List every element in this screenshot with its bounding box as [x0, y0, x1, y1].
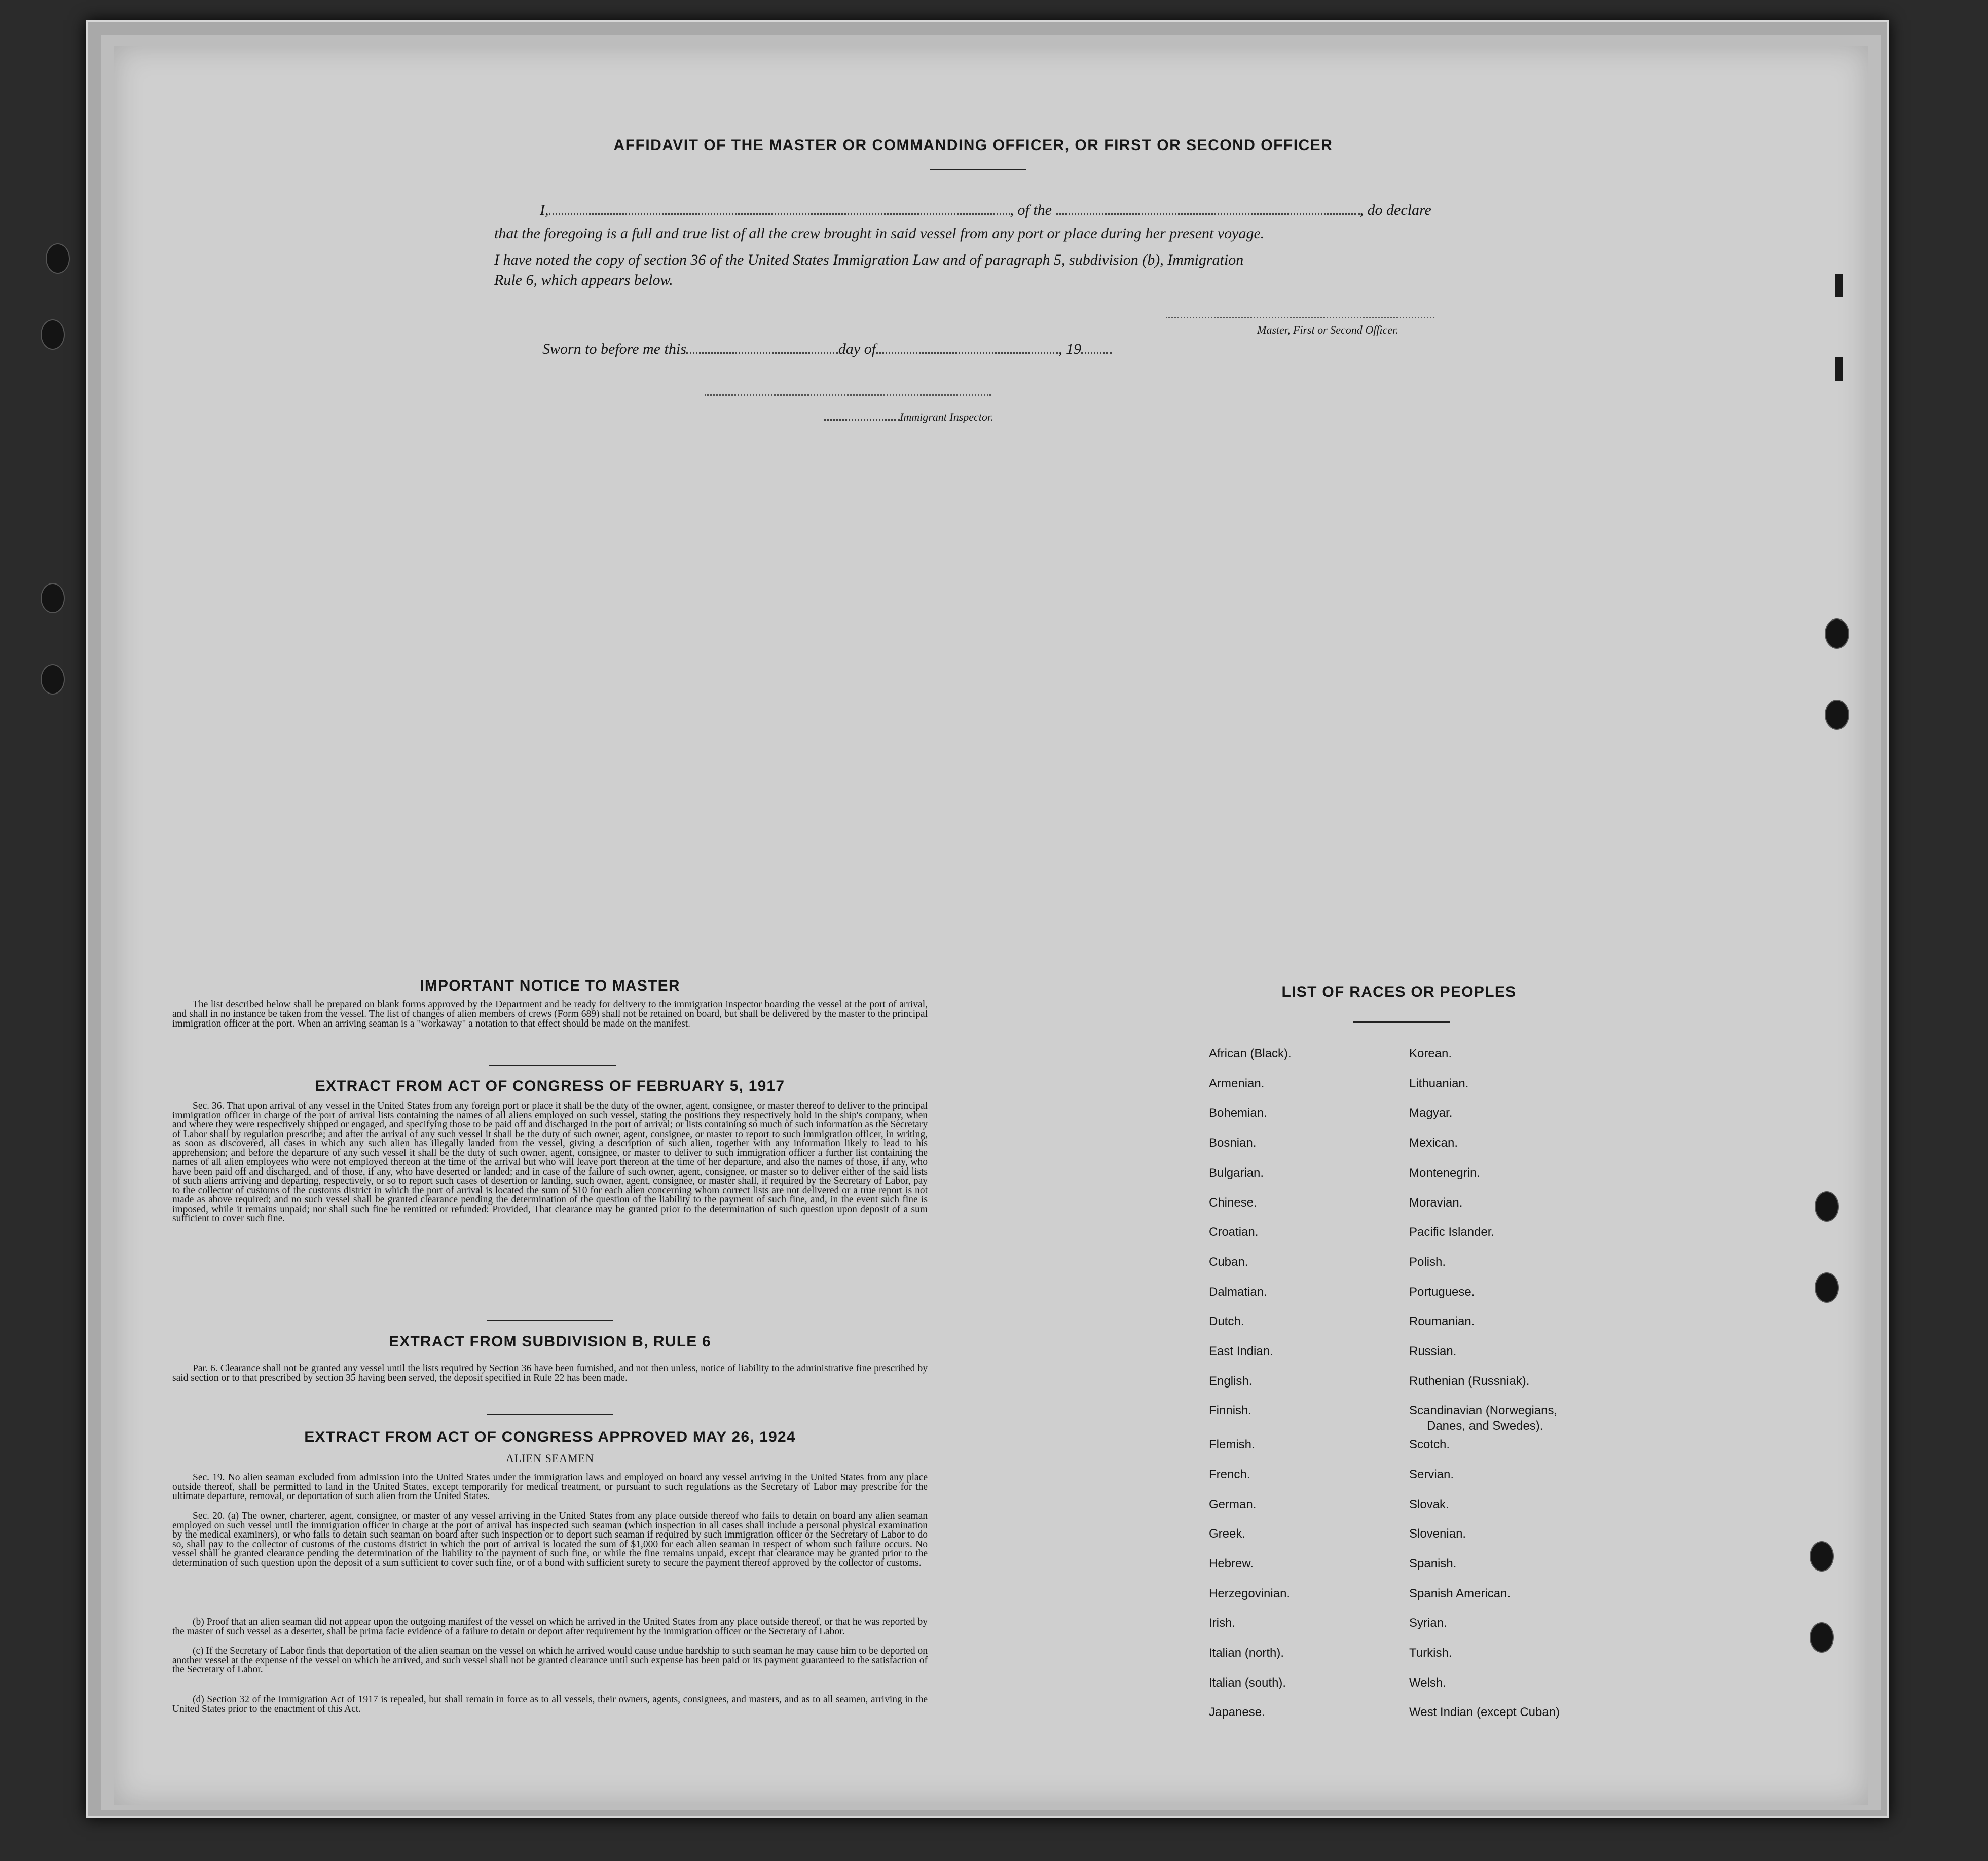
- race-item: Scandinavian (Norwegians,: [1409, 1404, 1558, 1418]
- affidavit-line1: [540, 202, 1431, 219]
- race-item: French.: [1209, 1467, 1250, 1481]
- punch-hole: [41, 319, 65, 350]
- year-text: , 19: [1058, 341, 1082, 357]
- race-item: Finnish.: [1209, 1404, 1252, 1418]
- title-divider: [930, 169, 1026, 170]
- race-item: Dalmatian.: [1209, 1285, 1267, 1299]
- race-item: Bulgarian.: [1209, 1165, 1264, 1180]
- notice-title: IMPORTANT NOTICE TO MASTER: [420, 977, 680, 994]
- affidavit-title: AFFIDAVIT OF THE MASTER OR COMMANDING OFFICER, OR FIRST OR SECOND OFFICER: [613, 137, 1333, 154]
- race-item: Italian (north).: [1209, 1646, 1284, 1660]
- extract-1917-title: EXTRACT FROM ACT OF CONGRESS OF FEBRUARY 5, 1917: [315, 1078, 785, 1094]
- race-item: Scotch.: [1409, 1438, 1450, 1452]
- section-divider: [487, 1320, 613, 1321]
- race-item: Danes, and Swedes).: [1427, 1419, 1543, 1433]
- extract-1924-sec20a: Sec. 20. (a) The owner, charterer, agent, consignee, or master of any vessel arriving in the United States from any place outside thereof who fails to detain on board any alien seaman employed on such vessel until the immigration officer in charge at the port of arrival has inspected such seaman (which inspection in all cases shall include a personal physical examination by the medical examiners), or who fails to detain such seaman on board after such inspection or to deport such seaman if required by such immigration officer or the Secretary of Labor to do so, shall pay to the collector of customs of the customs district in which the port of arrival is located the sum of $1,000 for each alien seaman in respect of whom such failure occurs. No vessel shall be granted clearance pending the determination of the liability to the payment of such fine, or while the fine remains unpaid, except that clearance may be granted prior to the determination of such question upon the deposit of a sum sufficient to cover such fine, or of a bond with sufficient surety to secure the payment thereof approved by the collector of customs.: [172, 1511, 928, 1568]
- race-item: Turkish.: [1409, 1646, 1452, 1660]
- race-item: Spanish.: [1409, 1556, 1457, 1571]
- punch-hole: [1815, 1272, 1839, 1303]
- master-signature-line[interactable]: [1166, 317, 1434, 319]
- punch-hole: [41, 583, 65, 613]
- race-item: Mexican.: [1409, 1136, 1458, 1150]
- punch-hole: [1825, 618, 1849, 649]
- rule6-body: Par. 6. Clearance shall not be granted any vessel until the lists required by Section 36 have been furnished, and not then unless, notice of liability to the administrative fine prescribed by said section or to that prescribed by section 35 having been served, the deposit specified in Rule 22 has been made.: [172, 1363, 928, 1383]
- race-item: English.: [1209, 1374, 1253, 1388]
- race-item: West Indian (except Cuban): [1409, 1705, 1560, 1720]
- race-item: Armenian.: [1209, 1076, 1265, 1090]
- race-item: Croatian.: [1209, 1225, 1259, 1239]
- race-item: Chinese.: [1209, 1195, 1257, 1210]
- punch-hole: [1815, 1191, 1839, 1222]
- affidavit-of-the: , of the: [1010, 202, 1052, 218]
- race-item: Bohemian.: [1209, 1106, 1267, 1120]
- section-divider: [489, 1065, 616, 1066]
- race-item: Irish.: [1209, 1616, 1236, 1630]
- extract-1917-body: Sec. 36. That upon arrival of any vessel in the United States from any foreign port or place it shall be the duty of the owner, agent, consignee, or master thereof to deliver to the principal immigration officer in charge of the port of arrival lists containing the names of all aliens employed on such vessel, stating the positions they respectively hold in the ship's company, when and where they were respectively shipped or engaged, and specifying those to be paid off and discharged in the port of arrival; or lists containing so much of such information as the Secretary of Labor shall by regulation prescribe; and after the arrival of any such vessel it shall be the duty of such owner, agent, consignee, or master to report to such immigration officer, in writing, as soon as discovered, all cases in which any such alien has illegally landed from the vessel, giving a description of such alien, together with any information likely to lead to his apprehension; and before the departure of any such vessel it shall be the duty of such owner, agent, consignee, or master to deliver to such immigration officer a further list containing the names of all alien employees who were not employed thereon at the time of the arrival but who will leave port thereon at the time of her departure, and also the names of those, if any, who have been paid off and discharged, and of those, if any, who have deserted or landed; and in case of the failure of such owner, agent, consignee, or master so to deliver either of the said lists of such aliens arriving and departing, respectively, or so to report such cases of desertion or landing, such owner, agent, consignee, or master shall, if required by the Secretary of Labor, pay to the collector of customs of the customs district in which the port of arrival is located the sum of $10 for each alien concerning whom correct lists are not delivered or a true report is not made as above required; and no such vessel shall be granted clearance pending the determination of the question of the liability to the payment of such fine, and, in the event such fine is imposed, while it remains unpaid; nor shall such fine be remitted or refunded: Provided, That clearance may be granted prior to the determination of such question upon deposit of a sum sufficient to cover such fine.: [172, 1101, 928, 1224]
- extract-1924-title: EXTRACT FROM ACT OF CONGRESS APPROVED MAY 26, 1924: [304, 1429, 796, 1445]
- races-title: LIST OF RACES OR PEOPLES: [1281, 983, 1517, 1000]
- extract-1924-subtitle: ALIEN SEAMEN: [506, 1452, 594, 1465]
- race-item: Spanish American.: [1409, 1586, 1511, 1600]
- day-blank[interactable]: [686, 341, 838, 354]
- inspector-label-row: [824, 411, 993, 424]
- inspector-label: Immigrant Inspector.: [900, 411, 993, 423]
- race-item: Hebrew.: [1209, 1556, 1254, 1571]
- affidavit-line2: that the foregoing is a full and true list of all the crew brought in said vessel from any port or place during her present voyage.: [494, 225, 1265, 242]
- binder-tab: [1835, 274, 1843, 297]
- race-item: Pacific Islander.: [1409, 1225, 1495, 1239]
- punch-hole: [1810, 1622, 1834, 1653]
- race-item: Moravian.: [1409, 1195, 1463, 1210]
- section-divider: [487, 1414, 613, 1415]
- extract-1924-sec20c: (c) If the Secretary of Labor finds that deportation of the alien seaman on the vessel on which he arrived would cause undue hardship to such seaman he may cause him to be deported on another vessel at the expense of the vessel on which he arrived, and such vessel shall not be granted clearance until such expense has been paid or its payment guaranteed to the satisfaction of the Secretary of Labor.: [172, 1646, 928, 1675]
- race-item: East Indian.: [1209, 1344, 1273, 1358]
- sworn-line: [542, 341, 1112, 358]
- extract-1924-sec20d: (d) Section 32 of the Immigration Act of 1917 is repealed, but shall remain in force as to all vessels, their owners, agents, consignees, and masters, and as to all seamen, arriving in the United States prior to the enactment of this Act.: [172, 1694, 928, 1714]
- month-blank[interactable]: [876, 341, 1058, 354]
- race-item: Syrian.: [1409, 1616, 1447, 1630]
- race-item: Slovak.: [1409, 1497, 1449, 1511]
- affidavit-line4: Rule 6, which appears below.: [494, 272, 673, 288]
- race-item: Herzegovinian.: [1209, 1586, 1291, 1600]
- race-item: Bosnian.: [1209, 1136, 1257, 1150]
- punch-hole: [41, 664, 65, 695]
- race-item: Flemish.: [1209, 1438, 1255, 1452]
- race-item: Servian.: [1409, 1467, 1454, 1481]
- race-item: Japanese.: [1209, 1705, 1265, 1720]
- race-item: Dutch.: [1209, 1315, 1244, 1329]
- sworn-text: Sworn to before me this: [542, 341, 686, 357]
- affidavit-do-declare: , do declare: [1359, 202, 1431, 218]
- race-item: German.: [1209, 1497, 1257, 1511]
- race-item: Montenegrin.: [1409, 1165, 1481, 1180]
- day-of-text: day of: [838, 341, 876, 357]
- race-item: Italian (south).: [1209, 1675, 1286, 1690]
- inspector-signature-line[interactable]: [705, 394, 991, 397]
- punch-hole: [1825, 700, 1849, 730]
- year-blank[interactable]: [1081, 341, 1112, 354]
- race-item: Magyar.: [1409, 1106, 1453, 1120]
- race-item: Polish.: [1409, 1255, 1446, 1269]
- race-item: Lithuanian.: [1409, 1076, 1469, 1090]
- race-item: Slovenian.: [1409, 1527, 1466, 1541]
- inspector-blank[interactable]: [824, 412, 900, 421]
- race-item: Greek.: [1209, 1527, 1246, 1541]
- race-item: Korean.: [1409, 1047, 1452, 1061]
- race-item: Russian.: [1409, 1344, 1457, 1358]
- punch-hole: [1810, 1541, 1834, 1572]
- master-signature-label: Master, First or Second Officer.: [1257, 323, 1398, 336]
- race-item: Cuban.: [1209, 1255, 1248, 1269]
- notice-body: The list described below shall be prepared on blank forms approved by the Department and be ready for delivery to the immigration inspector boarding the vessel at the port of arrival, and shall in no instance be taken from the vessel. The list of changes of alien members of crews (Form 689) shall not be retained on board, but shall be delivered by the master to the principal immigration officer at the port. When an arriving seaman is a "workaway" a notation to that effect should be made on the manifest.: [172, 999, 928, 1029]
- race-item: Roumanian.: [1409, 1315, 1475, 1329]
- races-divider: [1353, 1021, 1450, 1023]
- extract-1924-sec19: Sec. 19. No alien seaman excluded from admission into the United States under the immigration laws and employed on board any vessel arriving in the United States from any place outside thereof, shall be permitted to land in the United States, except temporarily for medical treatment, or pursuant to such regulations as the Secretary of Labor may prescribe for the ultimate departure, removal, or deportation of such alien from the United States.: [172, 1472, 928, 1502]
- extract-1924-sec20b: (b) Proof that an alien seaman did not appear upon the outgoing manifest of the vessel on which he arrived in the United States from any place outside thereof, or that he was reported by the master of such vessel as a deserter, shall be prima facie evidence of a failure to detain or deport after requirement by the immigration officer or the Secretary of Labor.: [172, 1617, 928, 1637]
- affidavit-i: I,: [540, 202, 549, 218]
- punch-hole: [46, 243, 70, 274]
- affidavit-line3: I have noted the copy of section 36 of the United States Immigration Law and of paragraph 5, subdivision (b), Immigration: [494, 251, 1244, 268]
- binder-tab: [1835, 357, 1843, 381]
- race-item: African (Black).: [1209, 1047, 1292, 1061]
- rule6-title: EXTRACT FROM SUBDIVISION B, RULE 6: [389, 1333, 711, 1350]
- vessel-blank[interactable]: [1056, 202, 1360, 215]
- race-item: Portuguese.: [1409, 1285, 1475, 1299]
- race-item: Welsh.: [1409, 1675, 1446, 1690]
- race-item: Ruthenian (Russniak).: [1409, 1374, 1530, 1388]
- name-blank[interactable]: [549, 202, 1010, 215]
